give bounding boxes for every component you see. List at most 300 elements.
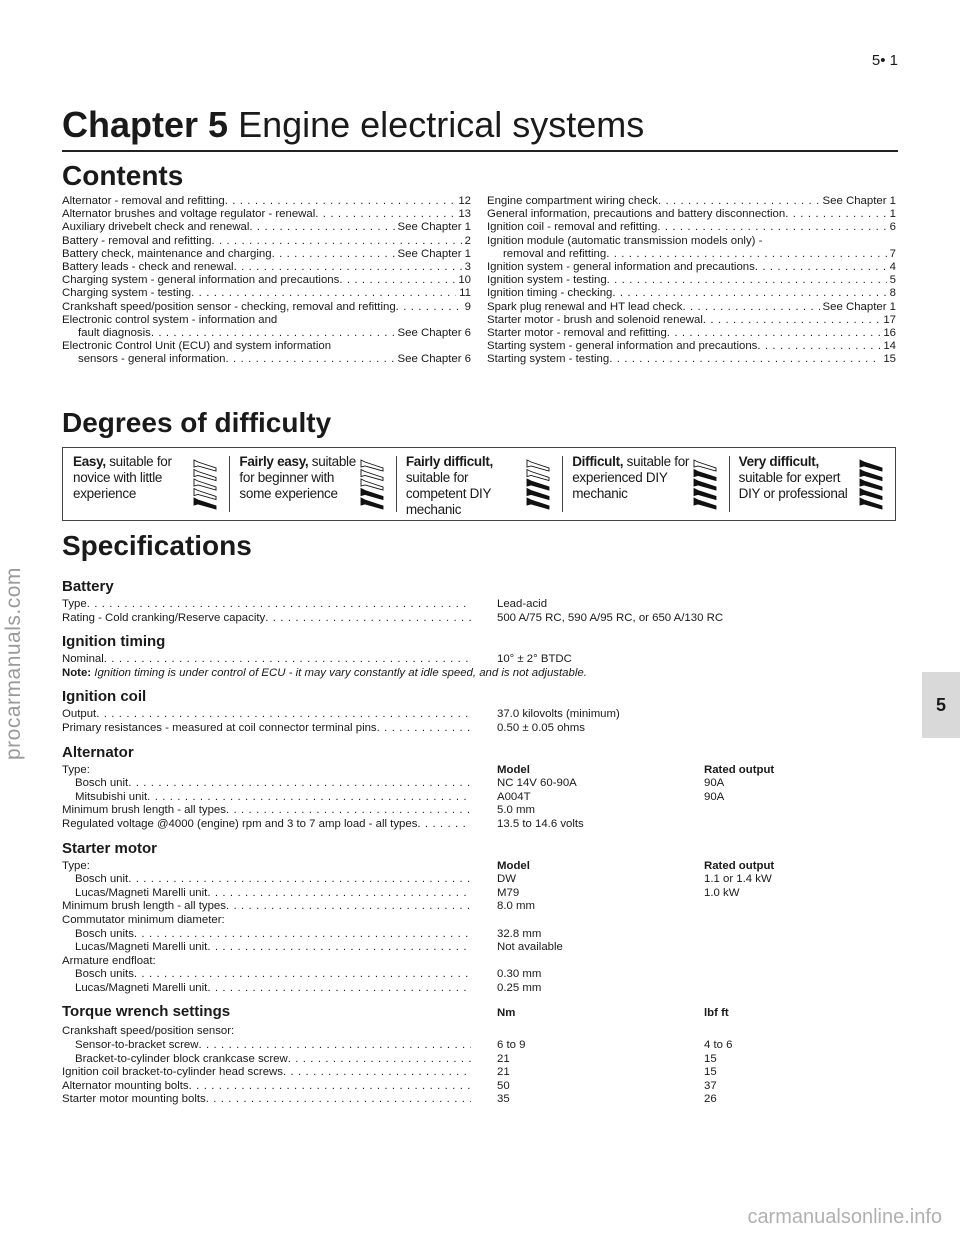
dot-leader xyxy=(667,327,881,340)
contents-item xyxy=(487,340,896,353)
contents-item-page: 7 xyxy=(889,247,896,260)
contents-item xyxy=(487,248,896,261)
contents-item xyxy=(62,274,471,287)
contents-item-label: Ignition module (automatic transmission models only) - xyxy=(487,234,763,247)
spanner-rating-icon xyxy=(691,458,719,510)
spec-label xyxy=(62,873,471,887)
spanner-filled-icon xyxy=(694,498,716,509)
spec-value: A004T xyxy=(497,790,531,803)
spec-label xyxy=(62,804,471,818)
spec-note xyxy=(62,667,896,681)
spec-row xyxy=(62,764,896,778)
spanner-outline-icon xyxy=(361,470,383,481)
contents-item-label: Electronic control system - information and xyxy=(62,313,278,326)
spec-label xyxy=(62,1039,471,1053)
spec-label-text: Bosch units xyxy=(75,968,134,981)
spec-value: Lead-acid xyxy=(497,598,548,610)
spec-row xyxy=(62,900,896,914)
spec-row xyxy=(62,653,896,667)
spanner-filled-icon xyxy=(361,489,383,500)
dot-leader xyxy=(785,208,886,221)
dot-leader xyxy=(207,887,471,901)
spec-label-text: Primary resistances - measured at coil connector terminal pins xyxy=(62,721,377,734)
spec-row xyxy=(62,1053,896,1067)
spec-value: 10° ± 2° BTDC xyxy=(497,653,572,666)
spanner-outline-icon xyxy=(194,489,216,500)
contents-item-label: Alternator - removal and refitting xyxy=(62,195,225,207)
contents-item xyxy=(487,208,896,221)
torque-header xyxy=(62,1001,896,1025)
contents-item-label: Ignition timing - checking xyxy=(487,287,613,300)
spec-row xyxy=(62,1066,896,1080)
spanner-outline-icon xyxy=(194,470,216,481)
page-number: 5• 1 xyxy=(871,52,898,69)
contents-item xyxy=(62,235,471,248)
contents-item xyxy=(62,340,471,353)
dot-leader xyxy=(226,804,471,818)
spec-label-text: Minimum brush length - all types xyxy=(62,900,226,913)
spanner-outline-icon xyxy=(361,460,383,471)
dot-leader xyxy=(134,928,471,942)
dot-leader xyxy=(612,287,886,300)
spec-label-text: Type: xyxy=(62,763,90,776)
contents-item-label: Charging system - testing xyxy=(62,287,192,300)
spec-label-text: Commutator minimum diameter: xyxy=(62,913,225,926)
contents-list xyxy=(62,195,896,367)
dot-leader xyxy=(225,195,456,208)
spec-label-text: Alternator mounting bolts xyxy=(62,1079,189,1092)
spec-note-text: Ignition timing is under control of ECU - it may vary constantly at idle speed, and is not adjustable. xyxy=(91,666,587,679)
spec-value: 37.0 kilovolts (minimum) xyxy=(497,708,620,721)
dot-leader xyxy=(147,791,471,805)
difficulty-title: Fairly easy, xyxy=(239,454,309,469)
spec-row xyxy=(62,791,896,805)
spec-label-text: Bosch unit xyxy=(75,873,129,886)
dot-leader xyxy=(658,195,820,208)
contents-item xyxy=(62,248,471,261)
spec-label xyxy=(62,598,471,612)
spec-label-text: Rating - Cold cranking/Reserve capacity xyxy=(62,611,266,624)
contents-item-page: 1 xyxy=(889,208,896,221)
spec-row xyxy=(62,804,896,818)
spec-label-text: Regulated voltage @4000 (engine) rpm and 3 to 7 amp load - all types xyxy=(62,817,418,830)
spec-label xyxy=(62,860,471,874)
contents-item-page: 12 xyxy=(458,195,471,207)
spec-row xyxy=(62,818,896,832)
spec-label xyxy=(62,955,471,969)
spanner-outline-icon xyxy=(694,460,716,471)
dot-leader xyxy=(234,261,462,274)
contents-item xyxy=(487,314,896,327)
spec-value: DW xyxy=(497,873,516,886)
contents-item-label: Ignition coil - removal and refitting xyxy=(487,221,658,234)
spec-label xyxy=(62,708,471,722)
chapter-number: Chapter 5 xyxy=(62,104,229,145)
dot-leader xyxy=(606,248,886,261)
spec-row xyxy=(62,777,896,791)
contents-item-page: 8 xyxy=(889,287,896,300)
spec-row xyxy=(62,708,896,722)
contents-item-label: Charging system - general information and precautions xyxy=(62,274,340,287)
spanner-filled-icon xyxy=(694,470,716,481)
dot-leader xyxy=(377,722,471,736)
difficulty-text: suitable for novice with little experience xyxy=(73,454,172,501)
spec-value-secondary: 26 xyxy=(704,1093,717,1106)
spec-value: Not available xyxy=(497,941,563,954)
spec-label xyxy=(62,1053,471,1067)
chapter-rule xyxy=(62,150,898,152)
spec-section-title: Battery xyxy=(62,578,114,595)
spec-row xyxy=(62,1025,896,1039)
contents-column-left xyxy=(62,195,471,367)
dot-leader xyxy=(207,941,471,955)
spec-row xyxy=(62,860,896,874)
spec-label-text: Sensor-to-bracket screw xyxy=(75,1039,199,1052)
spanner-filled-icon xyxy=(860,470,882,481)
spec-value-secondary: 15 xyxy=(704,1052,717,1065)
spec-label xyxy=(62,653,471,667)
contents-item-page: See Chapter 1 xyxy=(822,300,896,313)
spec-row xyxy=(62,1080,896,1094)
contents-item xyxy=(487,261,896,274)
contents-item-label: Battery - removal and refitting xyxy=(62,234,212,247)
contents-item-page: See Chapter 1 xyxy=(397,247,471,260)
spec-value-secondary: Rated output xyxy=(704,763,775,776)
contents-item-label: Alternator brushes and voltage regulator - renewal xyxy=(62,208,316,221)
spec-row xyxy=(62,722,896,736)
spanner-filled-icon xyxy=(860,489,882,500)
dot-leader xyxy=(417,818,471,832)
spanner-outline-icon xyxy=(194,479,216,490)
spanner-filled-icon xyxy=(527,489,549,500)
spec-label-text: Minimum brush length - all types xyxy=(62,804,226,817)
contents-item-label: sensors - general information xyxy=(78,353,226,366)
spanner-rating-icon xyxy=(857,458,885,510)
contents-item-page: 16 xyxy=(883,327,896,340)
chapter-title xyxy=(62,104,644,146)
dot-leader xyxy=(226,353,395,366)
spec-section-title: Torque wrench settings xyxy=(62,1003,231,1021)
spec-section-title: Alternator xyxy=(62,743,134,761)
contents-item xyxy=(487,195,896,208)
spec-value-secondary: Rated output xyxy=(704,859,775,872)
contents-item xyxy=(487,287,896,300)
difficulty-heading: Degrees of difficulty xyxy=(62,407,332,438)
spec-row xyxy=(62,887,896,901)
difficulty-text: suitable for experienced DIY mechanic xyxy=(572,454,690,501)
spec-label xyxy=(62,982,471,996)
contents-item xyxy=(62,353,471,366)
spec-row xyxy=(62,612,896,626)
contents-item-label: Ignition system - general information and precautions xyxy=(487,261,755,274)
spec-label xyxy=(62,1080,471,1094)
dot-leader xyxy=(96,708,471,722)
contents-item-page: 3 xyxy=(464,261,471,274)
spec-label-text: Bracket-to-cylinder block crankcase screw xyxy=(75,1052,288,1065)
spec-label-text: Bosch units xyxy=(75,927,134,940)
spec-label xyxy=(62,791,471,805)
dot-leader xyxy=(288,1053,471,1067)
contents-item-label: General information, precautions and battery disconnection xyxy=(487,208,786,221)
contents-item xyxy=(62,208,471,221)
spec-row xyxy=(62,1039,896,1053)
spec-label-text: Lucas/Magneti Marelli unit xyxy=(75,886,208,899)
spec-label xyxy=(62,1066,471,1080)
spec-label xyxy=(62,777,471,791)
spec-row xyxy=(62,1093,896,1107)
dot-leader xyxy=(609,353,880,366)
spec-label xyxy=(62,722,471,736)
spec-value: 0.50 ± 0.05 ohms xyxy=(497,721,585,734)
dot-leader xyxy=(128,873,471,887)
spec-value-secondary: 90A xyxy=(704,777,725,790)
spanner-filled-icon xyxy=(860,498,882,509)
spec-value-secondary: 90A xyxy=(704,790,725,803)
torque-unit-nm: Nm xyxy=(497,1007,516,1020)
spec-section-title: Ignition coil xyxy=(62,688,147,706)
spec-label-text: Lucas/Magneti Marelli unit xyxy=(75,941,208,954)
dot-leader xyxy=(134,968,471,982)
spec-row xyxy=(62,955,896,969)
difficulty-description xyxy=(572,454,698,502)
difficulty-table xyxy=(62,447,896,521)
dot-leader xyxy=(198,1039,471,1053)
specifications-body xyxy=(62,570,896,1107)
spanner-outline-icon xyxy=(194,460,216,471)
spec-note-label: Note: xyxy=(62,666,92,679)
contents-item-page: 14 xyxy=(883,340,896,353)
contents-item-page: 9 xyxy=(464,300,471,313)
spec-label xyxy=(62,764,471,778)
spec-value: Model xyxy=(497,859,530,872)
contents-item xyxy=(62,327,471,340)
spec-value: Model xyxy=(497,763,530,776)
contents-item xyxy=(62,261,471,274)
contents-item xyxy=(487,327,896,340)
spec-label-text: Starter motor mounting bolts xyxy=(62,1093,206,1106)
difficulty-description xyxy=(239,454,365,502)
spec-value: 8.0 mm xyxy=(497,900,535,913)
dot-leader xyxy=(128,777,471,791)
spec-row xyxy=(62,968,896,982)
spanner-filled-icon xyxy=(194,498,216,509)
watermark-left: procarmanuals.com xyxy=(2,567,25,760)
specifications-heading: Specifications xyxy=(62,530,252,561)
spec-label-text: Output xyxy=(62,708,97,721)
difficulty-text: suitable for expert DIY or professional xyxy=(738,470,848,501)
dot-leader xyxy=(703,314,880,327)
spanner-outline-icon xyxy=(361,479,383,490)
spec-value: 50 xyxy=(497,1079,510,1092)
contents-item-page: See Chapter 6 xyxy=(397,353,471,366)
difficulty-level xyxy=(63,448,229,520)
spec-value: 5.0 mm xyxy=(497,804,535,817)
contents-item xyxy=(62,195,471,208)
contents-item-label: Battery leads - check and renewal xyxy=(62,261,234,274)
difficulty-title: Very difficult, xyxy=(738,454,819,469)
dot-leader xyxy=(265,612,471,626)
contents-item xyxy=(62,301,471,314)
spec-section-title: Starter motor xyxy=(62,839,158,857)
spec-value: NC 14V 60-90A xyxy=(497,777,577,790)
spec-value: 21 xyxy=(497,1066,510,1079)
dot-leader xyxy=(206,1093,471,1107)
difficulty-level xyxy=(729,448,895,520)
dot-leader xyxy=(249,221,394,234)
spec-value: 500 A/75 RC, 590 A/95 RC, or 650 A/130 RC xyxy=(497,611,724,624)
contents-item-page: 6 xyxy=(889,221,896,234)
contents-item-label: Starter motor - brush and solenoid renewal xyxy=(487,313,703,326)
spec-label xyxy=(62,887,471,901)
contents-item-label: Battery check, maintenance and charging xyxy=(62,247,272,260)
difficulty-level xyxy=(396,448,562,520)
dot-leader xyxy=(226,900,471,914)
contents-column-right xyxy=(487,195,896,367)
dot-leader xyxy=(657,221,886,234)
difficulty-text: suitable for beginner with some experience xyxy=(239,454,356,501)
spec-label-text: Armature endfloat: xyxy=(62,954,156,967)
dot-leader xyxy=(682,301,819,314)
contents-item-page: 13 xyxy=(458,208,471,221)
spec-row xyxy=(62,928,896,942)
spanner-rating-icon xyxy=(524,458,552,510)
spec-value: 13.5 to 14.6 volts xyxy=(497,817,584,830)
dot-leader xyxy=(339,274,455,287)
contents-item-label: fault diagnosis xyxy=(78,327,151,340)
contents-item-label: Electronic Control Unit (ECU) and system information xyxy=(62,340,332,353)
spec-row xyxy=(62,873,896,887)
contents-item-label: Starting system - testing xyxy=(487,353,610,366)
spanner-filled-icon xyxy=(694,489,716,500)
spec-value-secondary: 1.1 or 1.4 kW xyxy=(704,873,772,886)
difficulty-title: Fairly difficult, xyxy=(405,454,493,469)
dot-leader xyxy=(191,287,456,300)
contents-item xyxy=(487,221,896,234)
contents-item-page: 11 xyxy=(459,287,471,300)
difficulty-level xyxy=(229,448,395,520)
spec-label xyxy=(62,818,471,832)
spec-label xyxy=(62,968,471,982)
spec-label-text: Mitsubishi unit xyxy=(75,790,148,803)
contents-item-page: 10 xyxy=(458,274,471,287)
spec-label xyxy=(62,914,471,928)
contents-item xyxy=(487,353,896,366)
spec-label-text: Bosch unit xyxy=(75,777,129,790)
spec-value: 6 to 9 xyxy=(497,1039,526,1052)
spanner-rating-icon xyxy=(358,458,386,510)
spanner-filled-icon xyxy=(361,498,383,509)
spec-value: 35 xyxy=(497,1093,510,1106)
dot-leader xyxy=(315,208,455,221)
spanner-filled-icon xyxy=(527,479,549,490)
dot-leader xyxy=(272,248,395,261)
chapter-side-tab: 5 xyxy=(922,672,960,738)
contents-heading: Contents xyxy=(62,160,184,191)
spec-label xyxy=(62,1093,471,1107)
watermark-bottom: carmanualsonline.info xyxy=(747,1206,942,1228)
spanner-outline-icon xyxy=(527,460,549,471)
contents-item-label: Engine compartment wiring check xyxy=(487,195,658,207)
difficulty-title: Easy, xyxy=(73,454,106,469)
contents-item-label: removal and refitting xyxy=(503,247,607,260)
spec-label xyxy=(62,900,471,914)
dot-leader xyxy=(755,261,887,274)
spanner-filled-icon xyxy=(860,479,882,490)
spec-value: 0.30 mm xyxy=(497,968,542,981)
dot-leader xyxy=(607,274,887,287)
spec-label-text: Type xyxy=(62,598,87,610)
contents-item-label: Auxiliary drivebelt check and renewal xyxy=(62,221,250,234)
spec-value: 0.25 mm xyxy=(497,981,542,994)
spec-label-text: Lucas/Magneti Marelli unit xyxy=(75,981,208,994)
dot-leader xyxy=(189,1080,471,1094)
dot-leader xyxy=(211,235,461,248)
contents-item-page: See Chapter 6 xyxy=(397,327,471,340)
dot-leader xyxy=(757,340,880,353)
contents-item-label: Starting system - general information and precautions xyxy=(487,340,758,353)
contents-item-page: 2 xyxy=(464,234,471,247)
spec-value-secondary: 1.0 kW xyxy=(704,886,740,899)
difficulty-description xyxy=(406,454,532,518)
difficulty-description xyxy=(739,454,865,502)
spec-label-text: Crankshaft speed/position sensor: xyxy=(62,1025,235,1038)
contents-item-page: 5 xyxy=(889,274,896,287)
dot-leader xyxy=(87,598,471,612)
contents-item-label: Starter motor - removal and refitting xyxy=(487,327,667,340)
dot-leader xyxy=(396,301,462,314)
contents-item-page: 17 xyxy=(883,313,896,326)
spec-value-secondary: 15 xyxy=(704,1066,717,1079)
spec-row xyxy=(62,914,896,928)
spec-value-secondary: 37 xyxy=(704,1079,717,1092)
spec-label xyxy=(62,941,471,955)
spec-row xyxy=(62,982,896,996)
spec-row xyxy=(62,598,896,612)
spec-label xyxy=(62,1025,471,1039)
contents-item-label: Ignition system - testing xyxy=(487,274,607,287)
contents-item xyxy=(487,235,896,248)
dot-leader xyxy=(283,1066,471,1080)
spec-value: M79 xyxy=(497,886,520,899)
spec-value: 21 xyxy=(497,1052,510,1065)
contents-item-page: 4 xyxy=(889,261,896,274)
contents-item xyxy=(62,314,471,327)
contents-item-page: See Chapter 1 xyxy=(822,195,896,207)
contents-item-page: 15 xyxy=(883,353,896,366)
spec-row xyxy=(62,941,896,955)
spec-section-title: Ignition timing xyxy=(62,633,166,651)
difficulty-description xyxy=(73,454,199,502)
spanner-filled-icon xyxy=(527,498,549,509)
difficulty-text: suitable for competent DIY mechanic xyxy=(405,470,491,517)
dot-leader xyxy=(151,327,395,340)
spec-value: 32.8 mm xyxy=(497,927,542,940)
spec-label-text: Type: xyxy=(62,859,90,872)
torque-unit-lbfft: lbf ft xyxy=(704,1007,729,1020)
dot-leader xyxy=(207,982,471,996)
contents-item xyxy=(62,221,471,234)
spanner-filled-icon xyxy=(860,460,882,471)
spec-label-text: Ignition coil bracket-to-cylinder head screws xyxy=(62,1066,283,1079)
spec-label xyxy=(62,928,471,942)
dot-leader xyxy=(104,653,471,667)
spanner-rating-icon xyxy=(191,458,219,510)
contents-item-label: Crankshaft speed/position sensor - checking, removal and refitting xyxy=(62,300,396,313)
contents-item xyxy=(487,274,896,287)
spec-label xyxy=(62,612,471,626)
chapter-name: Engine electrical systems xyxy=(238,104,645,145)
contents-item xyxy=(62,287,471,300)
